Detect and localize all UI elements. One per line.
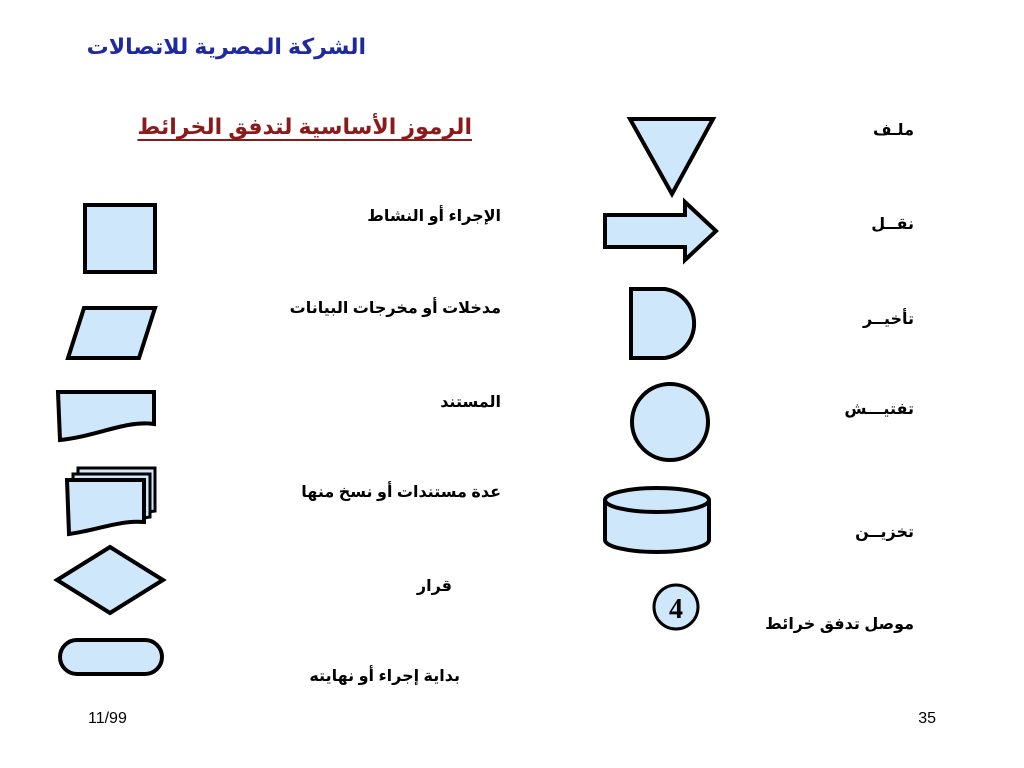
connector-number: 4 (669, 594, 683, 625)
transport-arrow-icon (605, 202, 716, 260)
label-document: المستند (440, 394, 501, 411)
label-multiple-documents: عدة مستندات أو نسخ منها (301, 484, 501, 501)
process-rectangle-icon (85, 205, 155, 272)
label-inspection: تفتيـــش (844, 401, 914, 418)
label-decision: قرار (416, 578, 452, 595)
inspection-circle-icon (632, 384, 708, 460)
delay-d-shape-icon (631, 289, 694, 358)
label-input-output: مدخلات أو مخرجات البيانات (289, 300, 501, 317)
slide-title: الرموز الأساسية لتدفق الخرائط (137, 114, 472, 139)
label-storage: تخزيــن (855, 524, 914, 541)
input-output-parallelogram-icon (68, 308, 155, 358)
footer-date: 11/99 (88, 710, 127, 727)
terminator-pill-icon (60, 640, 162, 674)
label-process: الإجراء أو النشاط (367, 208, 501, 225)
storage-cylinder-icon (605, 488, 709, 552)
multiple-documents-shape-icon (67, 468, 155, 534)
footer-page-number: 35 (918, 710, 936, 727)
label-terminator: بداية إجراء أو نهايته (309, 668, 460, 685)
label-transport: نقــل (871, 216, 914, 233)
label-connector: موصل تدفق خرائط (765, 616, 914, 633)
company-name: الشركة المصرية للاتصالات (86, 34, 366, 59)
decision-diamond-icon (57, 547, 163, 613)
label-delay: تأخيــر (863, 311, 914, 328)
document-shape-icon (58, 392, 154, 440)
label-file: ملـف (873, 122, 914, 139)
file-triangle-icon (630, 119, 713, 194)
